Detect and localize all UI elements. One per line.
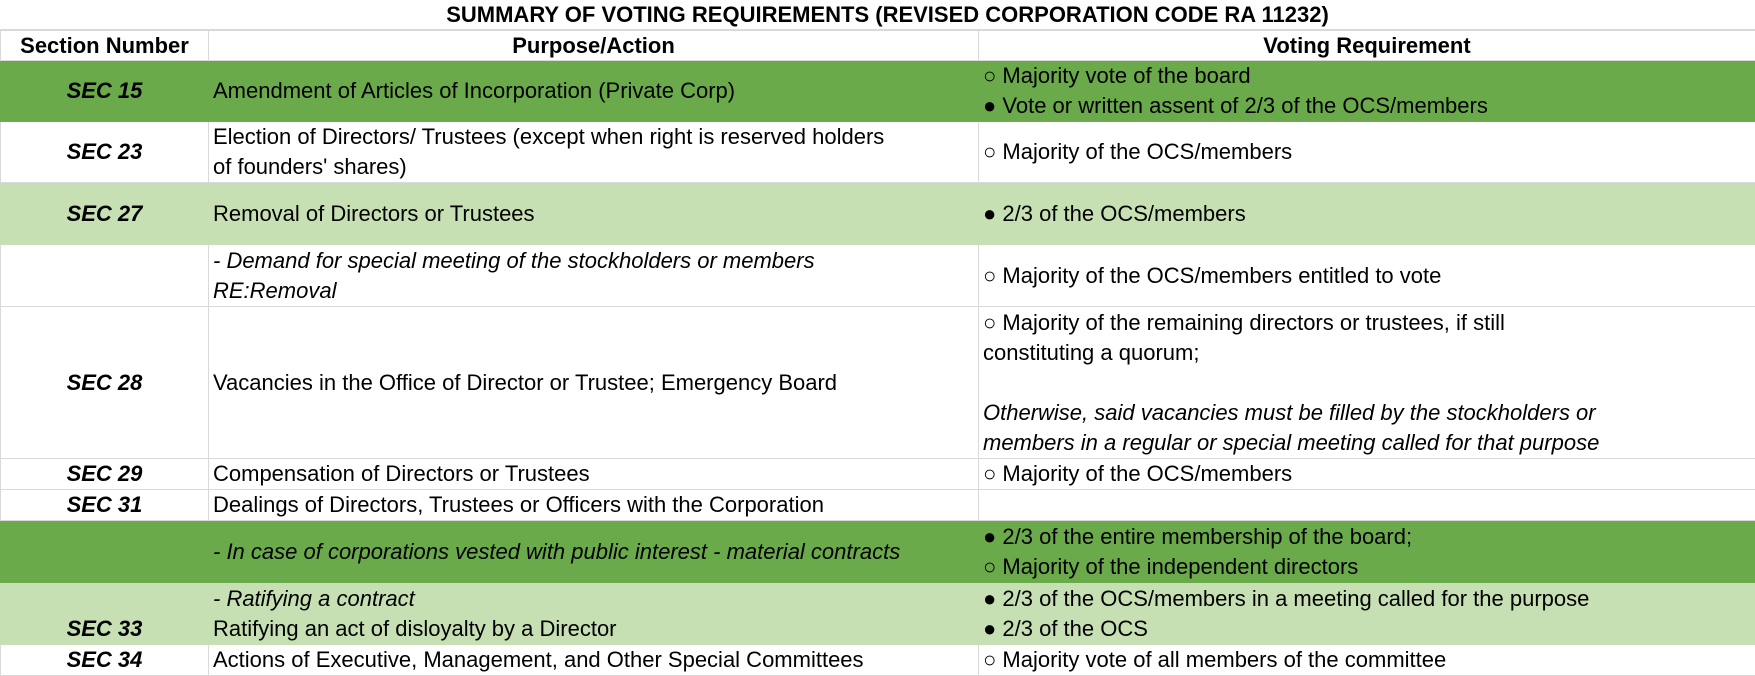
purpose-line: Amendment of Articles of Incorporation (Private Corp) [213, 76, 974, 106]
sheet-title: SUMMARY OF VOTING REQUIREMENTS (REVISED CORPORATION CODE RA 11232) [0, 0, 1755, 30]
section-cell[interactable]: SEC 23 [1, 122, 209, 183]
requirement-cell[interactable] [979, 122, 1755, 183]
requirement-cell[interactable] [979, 521, 1755, 583]
purpose-cell[interactable] [209, 459, 979, 490]
section-cell[interactable] [1, 521, 209, 583]
purpose-cell[interactable] [209, 183, 979, 245]
requirement-line: ○ Majority of the remaining directors or trustees, if still [983, 308, 1751, 338]
blank-line [983, 368, 1751, 398]
requirement-cell[interactable] [979, 307, 1755, 459]
table-row [1, 307, 1755, 459]
requirement-line: ○ Majority of the independent directors [983, 552, 1751, 582]
requirement-cell[interactable] [979, 459, 1755, 490]
requirement-line: ○ Majority vote of all members of the committee [983, 645, 1751, 675]
purpose-line: Dealings of Directors, Trustees or Officers with the Corporation [213, 490, 974, 520]
table-row [1, 122, 1755, 183]
requirement-line: ○ Majority of the OCS/members [983, 459, 1751, 489]
table-row [1, 521, 1755, 583]
purpose-cell[interactable] [209, 521, 979, 583]
purpose-cell[interactable] [209, 583, 979, 645]
table-row [1, 61, 1755, 122]
purpose-cell[interactable] [209, 307, 979, 459]
header-section-number[interactable]: Section Number [1, 31, 209, 61]
requirement-cell[interactable] [979, 245, 1755, 307]
purpose-line: RE:Removal [213, 276, 974, 306]
table-row [1, 583, 1755, 645]
header-voting-requirement[interactable]: Voting Requirement [979, 31, 1755, 61]
header-purpose-action[interactable]: Purpose/Action [209, 31, 979, 61]
table-row [1, 459, 1755, 490]
purpose-cell[interactable] [209, 245, 979, 307]
requirement-line: ○ Majority vote of the board [983, 61, 1751, 91]
requirement-line: members in a regular or special meeting called for that purpose [983, 428, 1751, 458]
table-row [1, 183, 1755, 245]
section-cell[interactable]: SEC 33 [1, 583, 209, 645]
section-cell[interactable]: SEC 27 [1, 183, 209, 245]
requirement-line: ● 2/3 of the entire membership of the board; [983, 522, 1751, 552]
purpose-cell[interactable] [209, 490, 979, 521]
table-row [1, 645, 1755, 676]
requirement-cell[interactable] [979, 583, 1755, 645]
voting-requirements-table [0, 30, 1755, 676]
requirement-line: ● 2/3 of the OCS/members in a meeting called for the purpose [983, 584, 1751, 614]
purpose-cell[interactable] [209, 122, 979, 183]
section-cell[interactable]: SEC 15 [1, 61, 209, 122]
section-cell[interactable]: SEC 28 [1, 307, 209, 459]
purpose-cell[interactable] [209, 645, 979, 676]
requirement-line: Otherwise, said vacancies must be filled by the stockholders or [983, 398, 1751, 428]
requirement-cell[interactable] [979, 645, 1755, 676]
requirement-line: ● Vote or written assent of 2/3 of the OCS/members [983, 91, 1751, 121]
section-cell[interactable] [1, 245, 209, 307]
purpose-line: Vacancies in the Office of Director or Trustee; Emergency Board [213, 368, 974, 398]
header-row [1, 31, 1755, 61]
purpose-line: - In case of corporations vested with public interest - material contracts [213, 537, 974, 567]
purpose-line: of founders' shares) [213, 152, 974, 182]
purpose-line: Ratifying an act of disloyalty by a Director [213, 614, 974, 644]
purpose-line: Removal of Directors or Trustees [213, 199, 974, 229]
section-cell[interactable]: SEC 29 [1, 459, 209, 490]
purpose-line: - Demand for special meeting of the stockholders or members [213, 246, 974, 276]
requirement-cell[interactable] [979, 61, 1755, 122]
section-cell[interactable]: SEC 34 [1, 645, 209, 676]
requirement-line: ○ Majority of the OCS/members [983, 137, 1751, 167]
requirement-line: ● 2/3 of the OCS [983, 614, 1751, 644]
purpose-line: Compensation of Directors or Trustees [213, 459, 974, 489]
purpose-line: Actions of Executive, Management, and Other Special Committees [213, 645, 974, 675]
table-row [1, 245, 1755, 307]
requirement-cell[interactable] [979, 490, 1755, 521]
purpose-cell[interactable] [209, 61, 979, 122]
requirement-line: ○ Majority of the OCS/members entitled to vote [983, 261, 1751, 291]
table-row [1, 490, 1755, 521]
purpose-line: Election of Directors/ Trustees (except when right is reserved holders [213, 122, 974, 152]
requirement-line: constituting a quorum; [983, 338, 1751, 368]
purpose-line: - Ratifying a contract [213, 584, 974, 614]
requirement-line: ● 2/3 of the OCS/members [983, 199, 1751, 229]
section-cell[interactable]: SEC 31 [1, 490, 209, 521]
requirement-cell[interactable] [979, 183, 1755, 245]
